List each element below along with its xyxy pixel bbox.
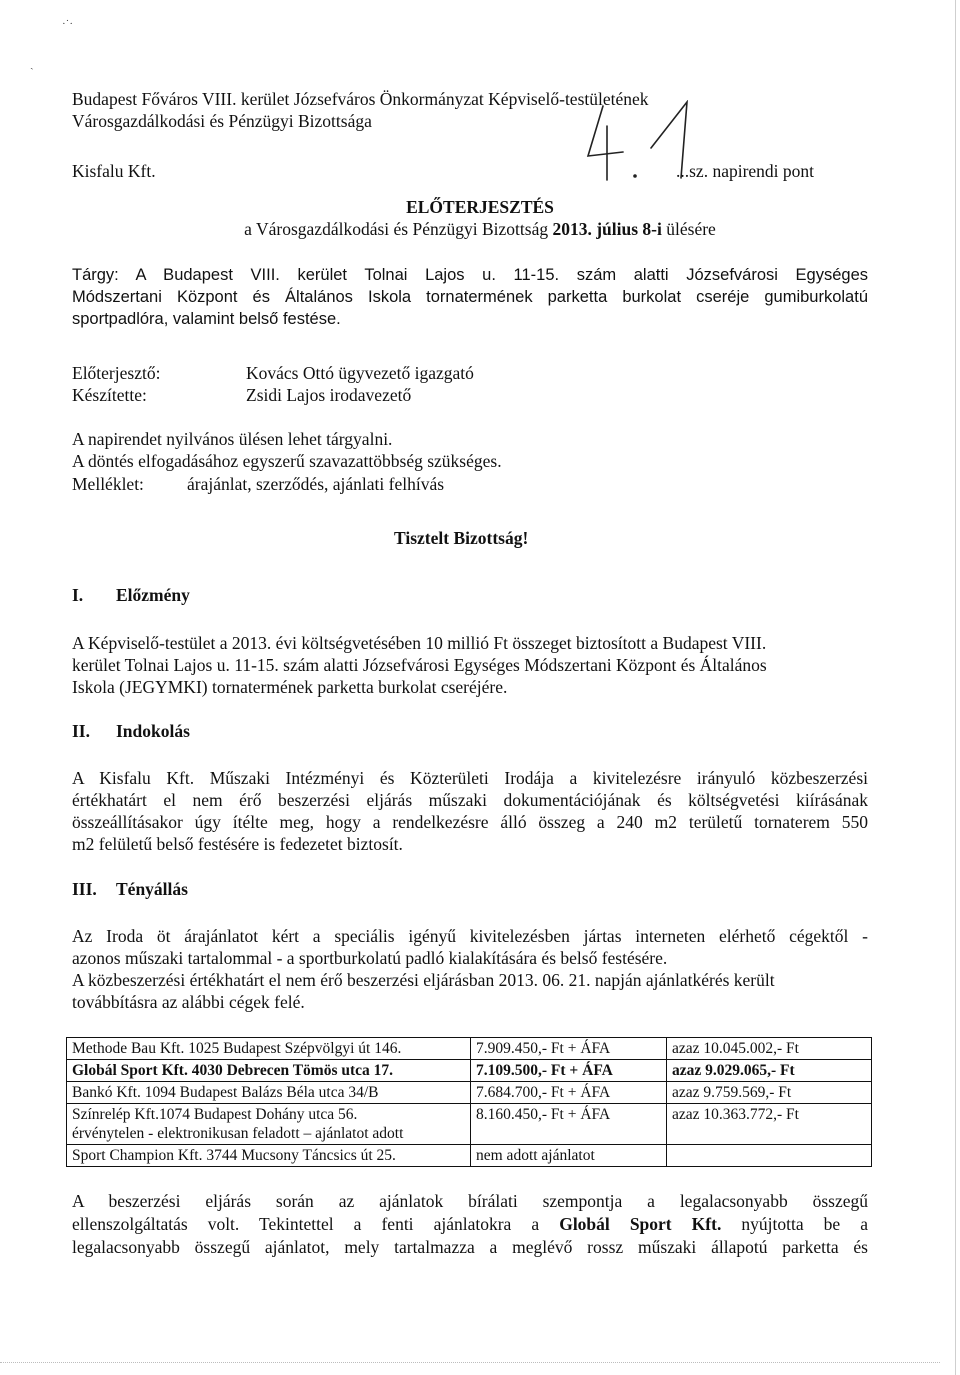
meeting-date: 2013. július 8-i <box>552 219 662 239</box>
note-line: A napirendet nyilvános ülésen lehet tárgyalni. <box>72 429 393 449</box>
paragraph-line: A Kisfalu Kft. Műszaki Intézményi és Közterületi Irodája a kivitelezésre irányuló közbeszerzési <box>72 768 868 788</box>
offers-table <box>66 1037 872 1167</box>
offer-total: azaz 10.363.772,- Ft <box>667 1104 872 1145</box>
offer-company: Globál Sport Kft. 4030 Debrecen Tömös utca 17. <box>67 1060 471 1082</box>
scan-fold-line <box>0 1362 940 1363</box>
subject-line-3: sportpadlóra, valamint belső festése. <box>72 310 341 328</box>
document-subtitle <box>0 218 960 240</box>
section-title: Tényállás <box>116 879 188 899</box>
section-title: Előzmény <box>116 585 190 605</box>
attachment-label: Melléklet: <box>72 474 144 494</box>
offer-total: azaz 10.045.002,- Ft <box>667 1038 872 1060</box>
note-line: A döntés elfogadásához egyszerű szavazattöbbség szükséges. <box>72 451 502 471</box>
offer-company <box>67 1104 471 1145</box>
document-title: ELŐTERJESZTÉS <box>406 197 554 217</box>
table-row <box>67 1060 872 1082</box>
offer-price: nem adott ajánlatot <box>471 1145 667 1167</box>
offer-price: 7.109.500,- Ft + ÁFA <box>471 1060 667 1082</box>
closing-text: ellenszolgáltatás volt. Tekintettel a fenti ajánlatokra a <box>72 1214 560 1234</box>
scan-edge <box>955 0 956 1375</box>
section-title: Indokolás <box>116 721 190 741</box>
role-label: Készítette: <box>72 385 147 405</box>
paragraph-line: A közbeszerzési értékhatárt el nem érő beszerzési eljárásban 2013. 06. 21. napján ajánlatkérés került <box>72 970 775 990</box>
role-value: Kovács Ottó ügyvezető igazgató <box>246 363 474 383</box>
paragraph-line: A Képviselő-testület a 2013. évi költségvetésében 10 millió Ft összeget biztosított a Budapest VIII. <box>72 633 767 653</box>
offer-price: 8.160.450,- Ft + ÁFA <box>471 1104 667 1145</box>
offer-company: Methode Bau Kft. 1025 Budapest Szépvölgyi út 146. <box>67 1038 471 1060</box>
offer-company: Bankó Kft. 1094 Budapest Balázs Béla utca 34/B <box>67 1082 471 1104</box>
scan-speck: ˏ <box>30 58 34 70</box>
header-org: Kisfalu Kft. <box>72 161 156 181</box>
winner-company: Globál Sport Kft. <box>559 1214 722 1234</box>
offer-price: 7.684.700,- Ft + ÁFA <box>471 1082 667 1104</box>
agenda-suffix: sz. napirendi pont <box>689 161 815 181</box>
paragraph-line: kerület Tolnai Lajos u. 11-15. szám alatti Józsefvárosi Egységes Módszertani Központ és Általános <box>72 655 767 675</box>
subject-line-1: Tárgy: A Budapest VIII. kerület Tolnai Lajos u. 11-15. szám alatti Józsefvárosi Egységes <box>72 266 868 284</box>
table-row <box>67 1038 872 1060</box>
section-number: III. <box>72 879 97 899</box>
section-heading <box>72 721 190 742</box>
header-line-2: Városgazdálkodási és Pénzügyi Bizottsága <box>72 111 372 131</box>
paragraph-line: összeállításakor úgy ítélte meg, hogy a rendelkezésre álló összeg a 240 m2 területű tornaterem 550 <box>72 812 868 832</box>
attachment-value: árajánlat, szerződés, ajánlati felhívás <box>187 474 445 494</box>
agenda-item <box>676 160 814 182</box>
table-row <box>67 1082 872 1104</box>
offer-price: 7.909.450,- Ft + ÁFA <box>471 1038 667 1060</box>
offer-total <box>667 1145 872 1167</box>
paragraph-line: Iskola (JEGYMKI) tornatermének parketta burkolat cseréjére. <box>72 677 508 697</box>
paragraph-line: továbbításra az alábbi cégek felé. <box>72 992 305 1012</box>
subject-line-2: Módszertani Központ és Általános Iskola tornatermének parketta burkolat cseréje gumiburkolatú <box>72 288 868 306</box>
offer-company: Sport Champion Kft. 3744 Mucsony Táncsics út 25. <box>67 1145 471 1167</box>
agenda-dots: ... <box>676 161 690 181</box>
section-heading <box>72 585 190 606</box>
paragraph-line: m2 felületű belső festésére is fedezetet biztosít. <box>72 834 403 854</box>
paragraph-line: azonos műszaki tartalommal - a sportburkolatú padló kialakítására és belső festésére. <box>72 948 668 968</box>
table-row <box>67 1145 872 1167</box>
salutation: Tisztelt Bizottság! <box>394 528 529 548</box>
subtitle-text: a Városgazdálkodási és Pénzügyi Bizottság <box>244 219 553 239</box>
offer-company-note: érvénytelen - elektronikusan feladott – ajánlatot adott <box>72 1125 404 1142</box>
table-row <box>67 1104 872 1145</box>
closing-line-3: legalacsonyabb összegű ajánlatot, mely tartalmazza a meglévő rossz műszaki állapotú parketta és <box>72 1237 868 1257</box>
closing-text: nyújtotta be a <box>721 1214 868 1234</box>
section-heading <box>72 879 188 900</box>
subtitle-text: ülésére <box>661 219 716 239</box>
closing-line-2 <box>72 1213 868 1235</box>
offer-company-name: Színrelép Kft.1074 Budapest Dohány utca 56. <box>72 1106 358 1123</box>
offer-total: azaz 9.029.065,- Ft <box>667 1060 872 1082</box>
offer-total: azaz 9.759.569,- Ft <box>667 1082 872 1104</box>
scan-speck: ·˙· <box>62 18 73 30</box>
section-number: II. <box>72 721 90 741</box>
role-label: Előterjesztő: <box>72 363 161 383</box>
section-number: I. <box>72 585 84 605</box>
header-line-1: Budapest Főváros VIII. kerület Józsefváros Önkormányzat Képviselő-testületének <box>72 89 649 109</box>
paragraph-line: Az Iroda öt árajánlatot kért a speciális igényű kivitelezésben jártas interneten elérhető cégektől - <box>72 926 868 946</box>
paragraph-line: értékhatárt el nem érő beszerzési eljárás műszaki dokumentációjának és költségvetési kiírásának <box>72 790 868 810</box>
closing-line-1: A beszerzési eljárás során az ajánlatok bírálati szempontja a legalacsonyabb összegű <box>72 1191 868 1211</box>
role-value: Zsidi Lajos irodavezető <box>246 385 412 405</box>
